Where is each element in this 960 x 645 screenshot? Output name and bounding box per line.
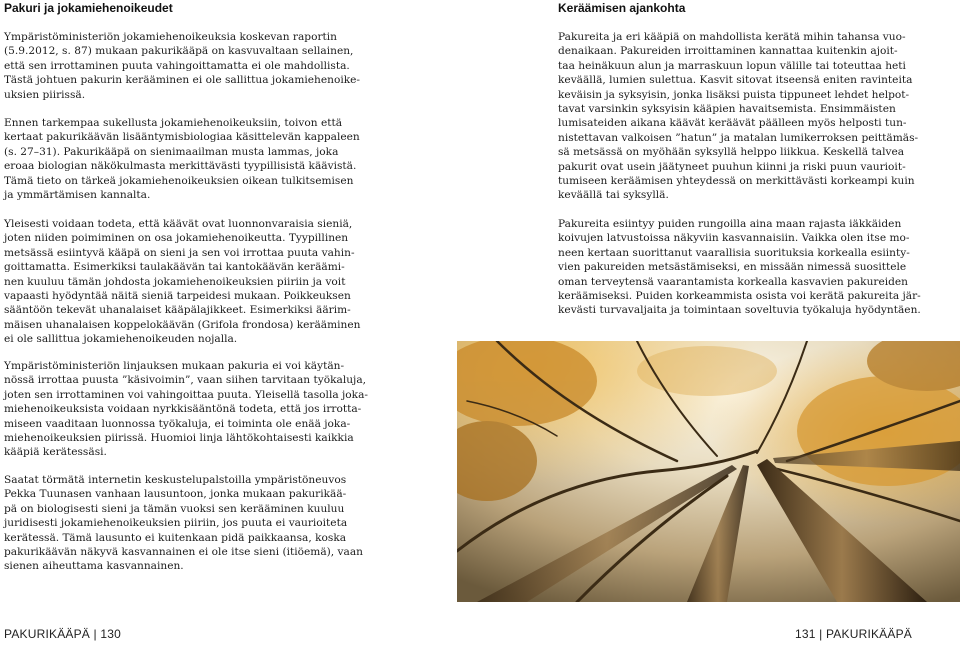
right-paragraph-1: Pakureita ja eri kääpiä on mahdollista kerätä mihin tahansa vuo- denaikaan. Pakureiden irroittaminen kannattaa kuitenkin ajoit- taa heinäkuun alun ja marraskuun lopun välille tai toteuttaa heti keväällä, lumien sulettua. Kasvit sitovat itseensä eniten ravinteita keväisin ja syksyisin, jonka lisäksi puista tippuneet lehdet helpot- tavat varsinkin syksyisin kääpien havaitsemista. Ensimmäisten lumisateiden aikana käävät keräävät päälleen myös helposti tun- nistettavan valkoisen ”hatun” ja matalan lumikerroksen peittämäs- sä metsässä on myöhään syksyllä helppo liikkua. Keskellä talvea pakurit ovat usein jäätyneet puuhun kiinni ja riski puun vaurioit- tumiseen keräämisen yhteydessä on merkittävästi korkeampi kuin keväällä tai syksyllä. [558,31,919,202]
left-paragraph-3: Yleisesti voidaan todeta, että käävät ovat luonnonvaraisia sieniä, joten niiden poimiminen on osa jokamiehenoikeutta. Tyypillinen metsässä esiintyvä kääpä on sieni ja sen voi irrottaa puuta vahin- goittamatta. Esimerkiksi taulakäävän tai kantokäävän keräämi- nen kuuluu tämän johdosta jokamiehenoikeuksien piiriin ja voit vapaasti hyödyntää näitä sieniä tarpeidesi mukaan. Poikkeuksen sääntöön tekevät uhanalaiset kääpälajikkeet. Esimerkiksi äärim- mäisen uhanalaisen koppelokäävän (Grifola frondosa) kerääminen ei ole sallittua jokamiehenoikeuden nojalla. [4,218,361,346]
right-page-footer: 131 | PAKURIKÄÄPÄ [794,627,912,641]
left-paragraph-4: Ympäristöministeriön linjauksen mukaan pakuria ei voi käytän- nössä irrottaa puusta ”käsivoimin”, vaan siihen tarvitaan työkaluja, joten sen irrottaminen voi vahingoittaa puuta. Yleisellä tasolla joka- miehenoikeuksista voidaan nyrkkisääntönä todeta, että jos irrotta- miseen vaaditaan luonnossa työkaluja, ei toiminta ole enää joka- miehenoikeuksien piirissä. Huomioi linja lähtökohtaisesti kaikkia kääpiä kerätessäsi. [4,360,368,459]
birch-canopy-photo [457,341,960,602]
right-page-heading: Keräämisen ajankohta [558,1,686,15]
left-paragraph-5: Saatat törmätä internetin keskustelupalstoilla ympäristöneuvos Pekka Tuunasen vanhaan lausuntoon, jonka mukaan pakurikää- pä on biologisesti sieni ja tämän vuoksi sen kerääminen kuuluu juridisesti jokamiehenoikeuksien piiriin, jos puuta ei vaurioiteta kerätessä. Tämä lausunto ei kuitenkaan pidä paikkaansa, koska pakurikäävän näkyvä kasvannainen ei ole itse sieni (itiöemä), vaan sienen aiheuttama kasvannainen. [4,474,363,573]
left-paragraph-2: Ennen tarkempaa sukellusta jokamiehenoikeuksiin, toivon että kertaat pakurikäävän lisääntymisbiologiaa käsittelevän kappaleen (s. 27–31). Pakurikääpä on sienimaailman musta lammas, joka eroaa biologian näkökulmasta merkittävästi tyypillisistä käävistä. Tämä tieto on tärkeä jokamiehenoikeuksien oikean tulkitsemisen ja ymmärtämisen kannalta. [4,117,360,202]
left-page-footer: PAKURIKÄÄPÄ | 130 [4,627,122,641]
right-paragraph-2: Pakureita esiintyy puiden rungoilla aina maan rajasta iäkkäiden koivujen latvustoissa näkyviin kasvannaisiin. Vaikka olen itse mo- neen kertaan suorittanut vaarallisia suorituksia korkealla esiinty- vien pakureiden metsästämiseksi, en missään nimessä suosittele oman terveytensä vaarantamista korkealla kasvavien pakureiden keräämiseksi. Puiden korkeammista osista voi kerätä pakureita jär- kevästi turvavaljaita ja toimintaan soveltuvia työkaluja hyödyntäen. [558,218,921,317]
left-paragraph-1: Ympäristöministeriön jokamiehenoikeuksia koskevan raportin (5.9.2012, s. 87) mukaan pakurikääpä on kasvuvaltaan sellainen, että sen irrottaminen puuta vahingoittamatta ei ole mahdollista. Tästä johtuen pakurin kerääminen ei ole sallittua jokamiehenoike- uksien piirissä. [4,31,360,101]
left-page-heading: Pakuri ja jokamiehenoikeudet [4,1,173,15]
